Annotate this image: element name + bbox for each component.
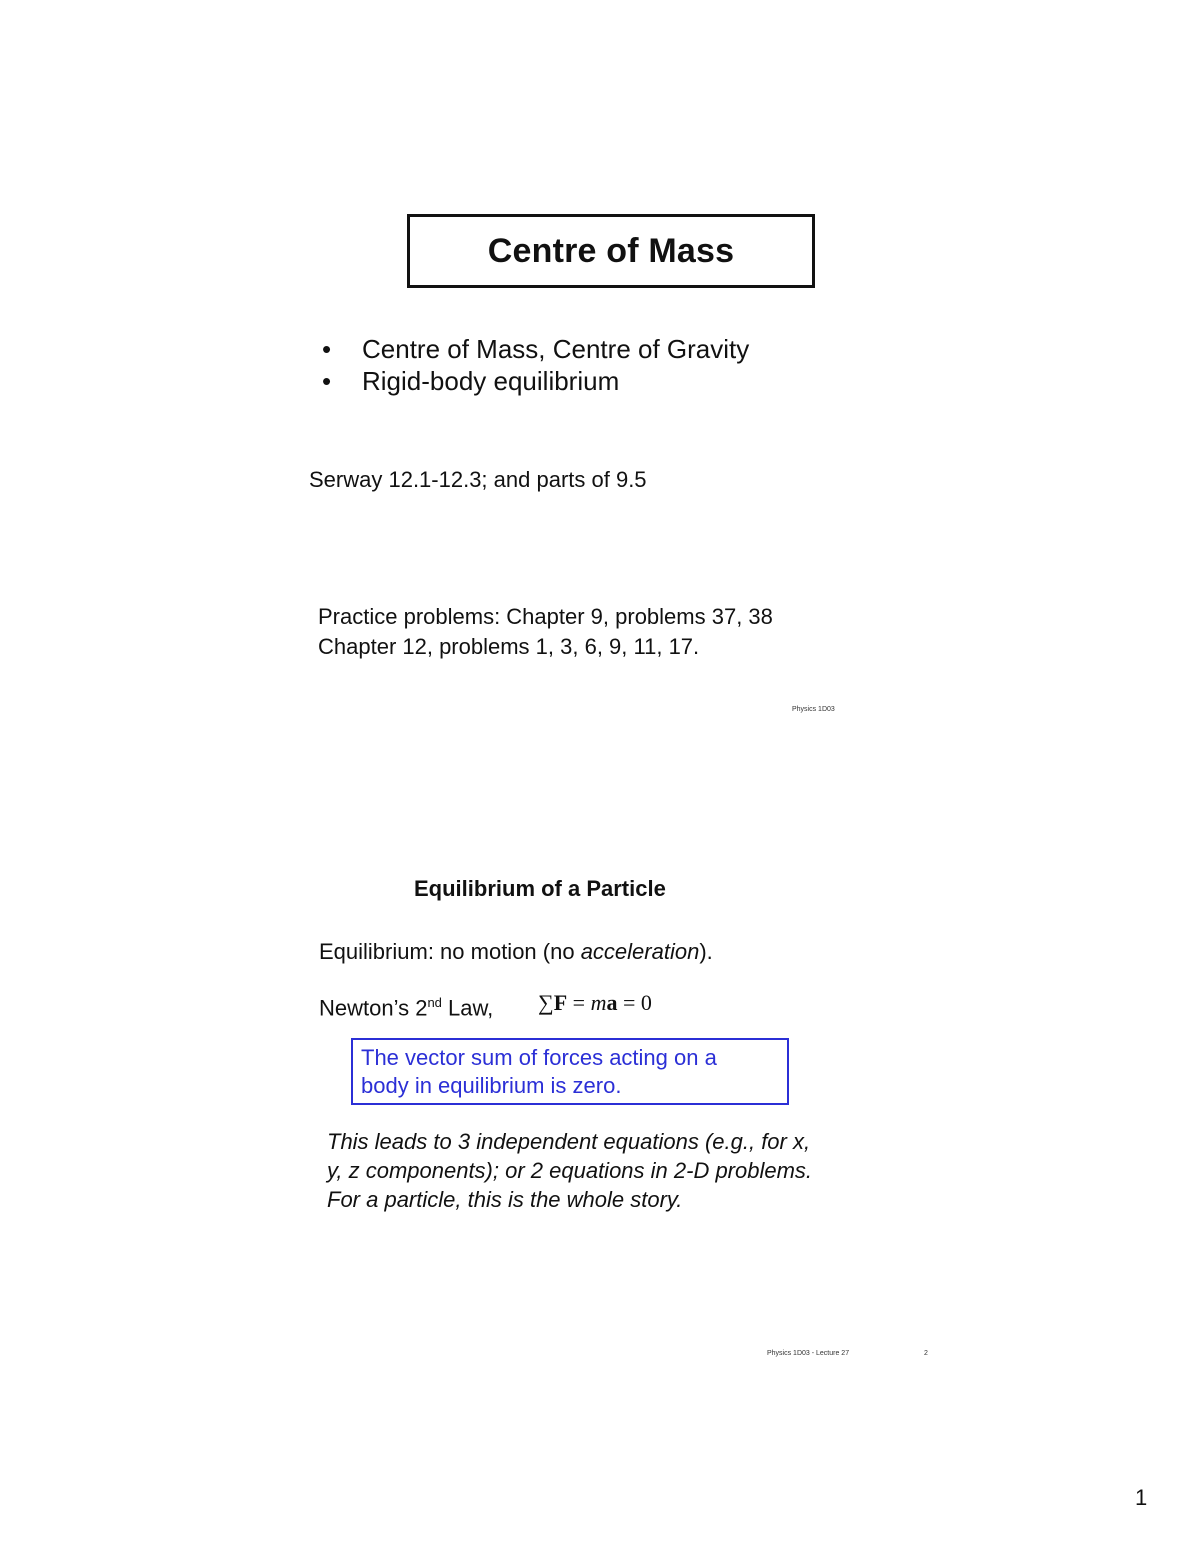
note-line-1: This leads to 3 independent equations (e.g., for x,	[327, 1129, 811, 1154]
slide1-title-box	[407, 214, 815, 288]
sum-symbol: ∑	[538, 990, 554, 1015]
slide2-footer: Physics 1D03 - Lecture 27	[767, 1350, 850, 1357]
slide2-title: Equilibrium of a Particle	[414, 876, 666, 901]
bullet-icon: •	[322, 366, 332, 396]
bullet-text: Rigid-body equilibrium	[362, 366, 620, 396]
boxed-statement-line-1: The vector sum of forces acting on a	[361, 1045, 717, 1070]
slide1-bullet-list	[322, 333, 749, 397]
equals-sign: =	[617, 990, 641, 1015]
mass-symbol: m	[590, 990, 607, 1015]
bullet-icon: •	[322, 334, 332, 364]
boxed-statement	[351, 1038, 789, 1105]
slide1-footer: Physics 1D03	[792, 706, 835, 713]
acceleration-symbol: a	[606, 990, 618, 1015]
equilibrium-definition	[319, 939, 713, 965]
page-number: 1	[1135, 1485, 1148, 1510]
reading-reference: Serway 12.1-12.3; and parts of 9.5	[309, 467, 647, 492]
slide2-number: 2	[924, 1350, 928, 1357]
list-item	[322, 333, 749, 365]
definition-emphasis: acceleration	[580, 939, 700, 964]
force-symbol: F	[553, 990, 568, 1015]
list-item	[322, 365, 749, 397]
definition-suffix: ).	[699, 939, 713, 964]
definition-prefix: Equilibrium: no motion (no	[319, 939, 581, 964]
bullet-text: Centre of Mass, Centre of Gravity	[362, 334, 750, 364]
newton-law-label	[319, 995, 493, 1021]
boxed-statement-line-2: body in equilibrium is zero.	[361, 1073, 622, 1098]
equations-note	[327, 1127, 812, 1214]
newton-prefix: Newton’s 2	[319, 995, 428, 1021]
practice-line-2: Chapter 12, problems 1, 3, 6, 9, 11, 17.	[318, 634, 700, 659]
note-line-3: For a particle, this is the whole story.	[327, 1187, 683, 1212]
newton-formula	[538, 990, 652, 1016]
newton-superscript: nd	[427, 995, 442, 1010]
equals-sign: =	[567, 990, 591, 1015]
slide1-title: Centre of Mass	[487, 231, 735, 270]
practice-problems	[318, 602, 773, 662]
newton-suffix: Law,	[441, 995, 494, 1021]
practice-line-1: Practice problems: Chapter 9, problems 37, 38	[318, 604, 773, 629]
zero-value: 0	[640, 990, 652, 1015]
note-line-2: y, z components); or 2 equations in 2-D problems.	[327, 1158, 813, 1183]
